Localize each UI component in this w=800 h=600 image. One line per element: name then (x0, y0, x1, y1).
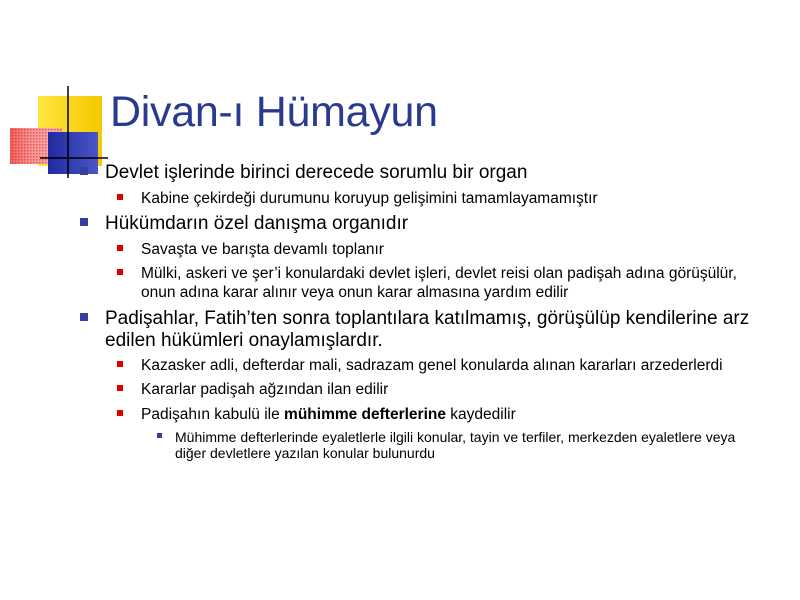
bullet-text-level2-line2: onun adına karar alınır veya onun karar almasına yardım edilir (141, 284, 569, 301)
bullet-marker-level1 (80, 218, 88, 226)
bullet-text-level3-line1: Mühimme defterlerinde eyaletlerle ilgili konular, tayin ve terfiler, merkezden eyaletlere veya (175, 429, 736, 445)
bullet-text-level2: Kabine çekirdeği durumunu koruyup gelişimini tamamlayamamıştır (141, 190, 598, 207)
bullet-text-level2: Kazasker adli, defterdar mali, sadrazam genel konularda alınan kararları arzederlerdi (141, 357, 723, 374)
bullet-text-prefix: Padişahın kabulü ile (141, 406, 285, 423)
bullet-marker-level2 (117, 245, 123, 251)
bullet-marker-level2 (117, 410, 123, 416)
bullet-marker-level1 (80, 313, 88, 321)
bullet-marker-level1 (80, 167, 88, 175)
bullet-marker-level3 (157, 433, 162, 438)
decorative-corner-graphic (0, 0, 110, 180)
bullet-marker-level2 (117, 269, 123, 275)
bullet-text-level1-line2: edilen hükümleri onaylamışlardır. (105, 330, 383, 351)
bullet-text-level1: Hükümdarın özel danışma organıdır (105, 213, 409, 234)
bullet-text-level2: Kararlar padişah ağzından ilan edilir (141, 381, 389, 398)
slide-title: Divan-ı Hümayun (110, 88, 438, 136)
bullet-text-level2: Savaşta ve barışta devamlı toplanır (141, 241, 384, 258)
bullet-marker-level2 (117, 194, 123, 200)
bullet-text-suffix: kaydedilir (445, 406, 516, 423)
bullet-text-level2-line1: Mülki, askeri ve şer’i konulardaki devlet işleri, devlet reisi olan padişah adına görüşülür, (141, 265, 737, 282)
bullet-text-level2-mixed (141, 406, 516, 424)
deco-blue-square (48, 132, 98, 174)
bullet-text-level1-line1: Padişahlar, Fatih’ten sonra toplantılara katılmamış, görüşülüp kendilerine arz (105, 308, 750, 329)
bullet-marker-level2 (117, 361, 123, 367)
bullet-text-bold: mühimme defterlerine (284, 406, 446, 423)
bullet-text-level3-line2: diğer devletlere yazılan konular bulunurdu (175, 445, 435, 461)
bullet-text-level1: Devlet işlerinde birinci derecede sorumlu bir organ (105, 162, 528, 183)
bullet-marker-level2 (117, 385, 123, 391)
